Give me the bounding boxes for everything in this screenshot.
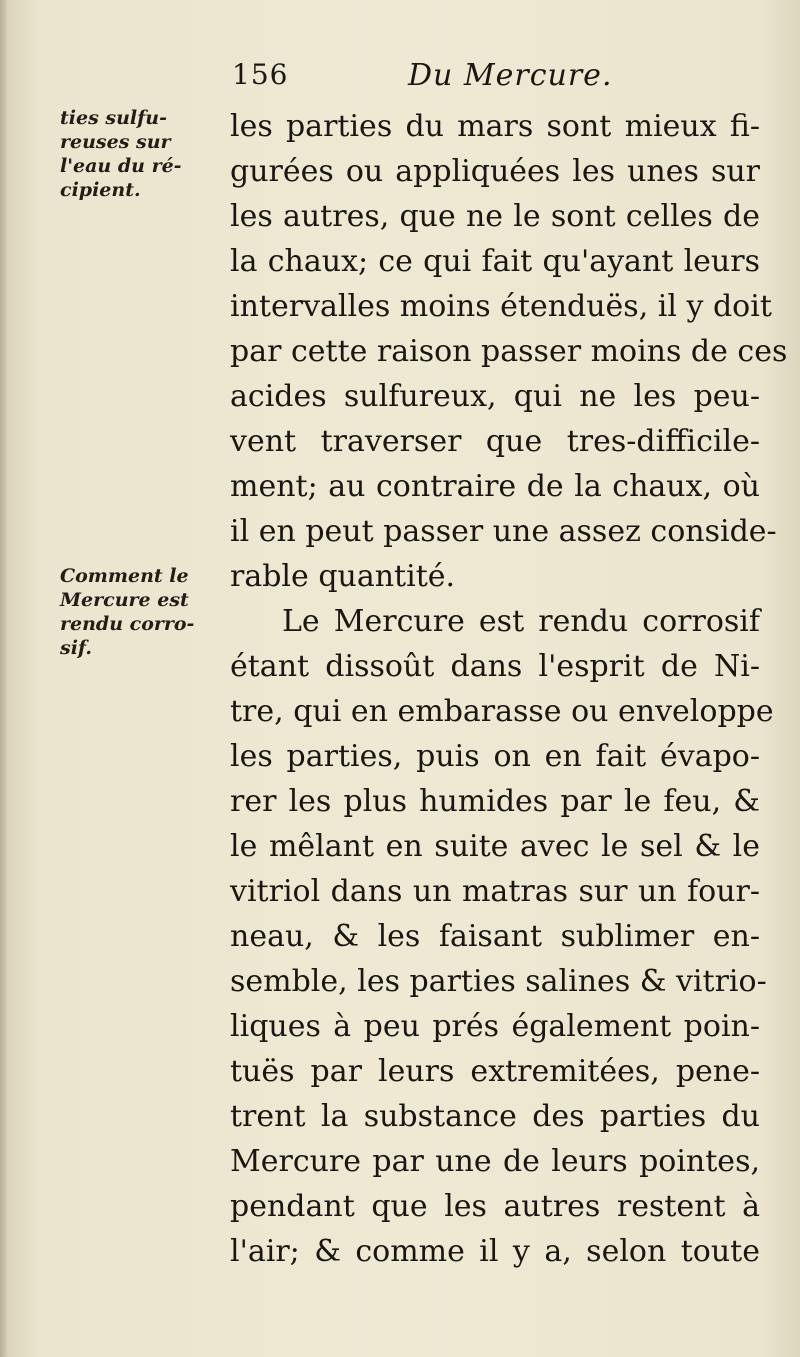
text-line: tre, qui en embarasse ou enveloppe	[230, 694, 774, 729]
margin-note-line: Comment le	[60, 565, 189, 587]
page-edge-shadow	[0, 0, 8, 1357]
text-line: il en peut passer une assez conside-	[230, 514, 777, 549]
text-line: rable quantité.	[230, 559, 456, 594]
margin-note-line: rendu corro-	[60, 613, 195, 635]
text-line: pendant que les autres restent à	[230, 1189, 760, 1224]
text-line: les parties du mars sont mieux fi-	[230, 109, 760, 144]
text-line: rer les plus humides par le feu, &	[230, 784, 760, 819]
margin-note-line: cipient.	[60, 179, 141, 201]
text-line: neau, & les faisant sublimer en-	[230, 919, 760, 954]
page-header	[230, 58, 750, 108]
text-line: les parties, puis on en fait évapo-	[230, 739, 760, 774]
text-line: semble, les parties salines & vitrio-	[230, 964, 767, 999]
margin-note-corrosive	[60, 564, 230, 660]
text-line: intervalles moins étenduës, il y doit	[230, 289, 772, 324]
text-line: par cette raison passer moins de ces	[230, 334, 788, 369]
text-line: Mercure par une de leurs pointes,	[230, 1144, 760, 1179]
text-line: l'air; & comme il y a, selon toute	[230, 1234, 760, 1269]
margin-note-line: l'eau du ré-	[60, 155, 182, 177]
body-text	[230, 104, 788, 1274]
text-line: ment; au contraire de la chaux, où	[230, 469, 760, 504]
text-line: vent traverser que tres-difficile-	[230, 424, 760, 459]
text-line: trent la substance des parties du	[230, 1099, 760, 1134]
text-line: tuës par leurs extremitées, pene-	[230, 1054, 760, 1089]
text-line: vitriol dans un matras sur un four-	[230, 874, 760, 909]
text-line: étant dissoût dans l'esprit de Ni-	[230, 649, 760, 684]
margin-note-line: sif.	[60, 637, 93, 659]
running-title: Du Mercure.	[408, 58, 613, 93]
margin-note-line: Mercure est	[60, 589, 189, 611]
margin-note-line: ties sulfu-	[60, 107, 167, 129]
text-line: les autres, que ne le sont celles de	[230, 199, 760, 234]
text-line: le mêlant en suite avec le sel & le	[230, 829, 760, 864]
text-line: la chaux; ce qui fait qu'ayant leurs	[230, 244, 760, 279]
text-line: acides sulfureux, qui ne les peu-	[230, 379, 760, 414]
margin-note-sulfurous	[60, 106, 230, 202]
text-line: liques à peu prés également poin-	[230, 1009, 760, 1044]
paragraph-start-line: Le Mercure est rendu corrosif	[282, 604, 760, 639]
text-line: gurées ou appliquées les unes sur	[230, 154, 760, 189]
margin-note-line: reuses sur	[60, 131, 171, 153]
page-number: 156	[232, 58, 289, 91]
